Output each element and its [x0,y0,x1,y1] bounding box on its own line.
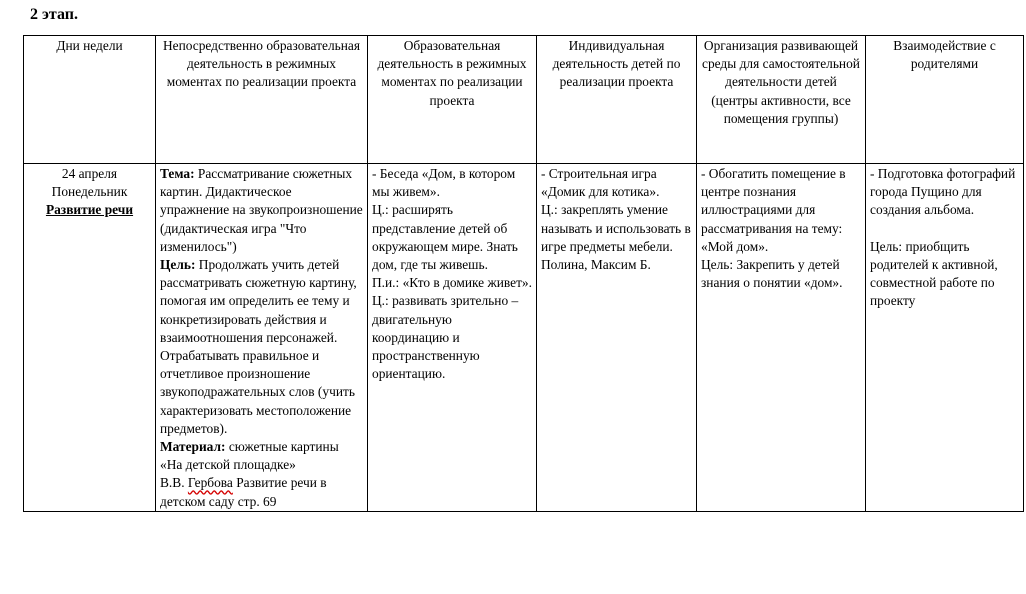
source-block [160,474,363,510]
material-label: Материал: [160,439,226,455]
individual-game: - Строительная игра «Домик для котика». [541,166,660,200]
od-game: П.и.: «Кто в домике живет». [372,275,532,291]
od-conversation: - Беседа «Дом, в котором мы живем». [372,166,516,200]
cell-individual-activity [537,164,697,512]
cell-day [24,164,156,512]
source-rest: Развитие речи в детском саду стр. 69 [160,475,327,509]
material-block [160,438,363,474]
parents-spacer [870,220,1019,238]
material-text: сюжетные картины «На детской площадке» [160,439,339,473]
cell-environment [697,164,866,512]
header-environment: Организация развивающей среды для самостоятельной деятельности детей (центры активности, все помещения группы) [697,36,866,164]
source-author: Гербова [187,475,233,491]
theme-text: Рассматривание сюжетных картин. Дидактическое упражнение на звукопроизношение (дидактическая игра "Что изменилось") [160,166,363,254]
goal-text: Продолжать учить детей рассматривать сюжетную картину, помогая им определить ее тему и конкретизировать действия и взаимоотношения персонажей. Отрабатывать правильное и отчетливое произношение звукоподражательных слов (учить характеризовать местоположение предметов). [160,257,357,436]
od-conversation-goal: Ц.: расширять представление детей об окружающем мире. Знать дом, где ты живешь. [372,202,518,273]
table-header [24,36,1024,164]
header-direct-education: Непосредственно образовательная деятельность в режимных моментах по реализации проекта [156,36,368,164]
cell-direct-education [156,164,368,512]
individual-children: Полина, Максим Б. [541,257,651,273]
cell-educational-activity [368,164,537,512]
header-parents: Взаимодействие с родителями [866,36,1024,164]
header-weekdays: Дни недели [24,36,156,164]
day-weekday: Понедельник [51,184,128,200]
environment-task: - Обогатить помещение в центре познания иллюстрациями для рассматривания на тему: «Мой дом». [701,166,846,254]
cell-parents [866,164,1024,512]
goal-label: Цель: [160,257,196,273]
stage-title: 2 этап. [30,6,78,23]
environment-goal: Цель: Закрепить у детей знания о понятии «дом». [701,257,843,291]
od-game-goal: Ц.: развивать зрительно – двигательную координацию и пространственную ориентацию. [372,293,519,382]
header-educational-activity: Образовательная деятельность в режимных моментах по реализации проекта [368,36,537,164]
parents-goal: Цель: приобщить родителей к активной, совместной работе по проекту [870,238,998,309]
parents-task: - Подготовка фотографий города Пущино для создания альбома. [870,166,1016,218]
individual-goal: Ц.: закреплять умение называть и использовать в игре предметы мебели. [541,202,691,254]
goal-block [160,256,363,438]
table-row [24,164,1024,512]
theme-label: Тема: [160,166,195,181]
project-plan-table [23,35,1024,512]
day-date: 24 апреля [61,166,118,181]
header-row [24,36,1024,164]
theme-block [160,166,363,254]
header-individual-activity: Индивидуальная деятельность детей по реализации проекта [537,36,697,164]
source-prefix: В.В. [160,475,188,491]
day-subject: Развитие речи [45,202,134,218]
